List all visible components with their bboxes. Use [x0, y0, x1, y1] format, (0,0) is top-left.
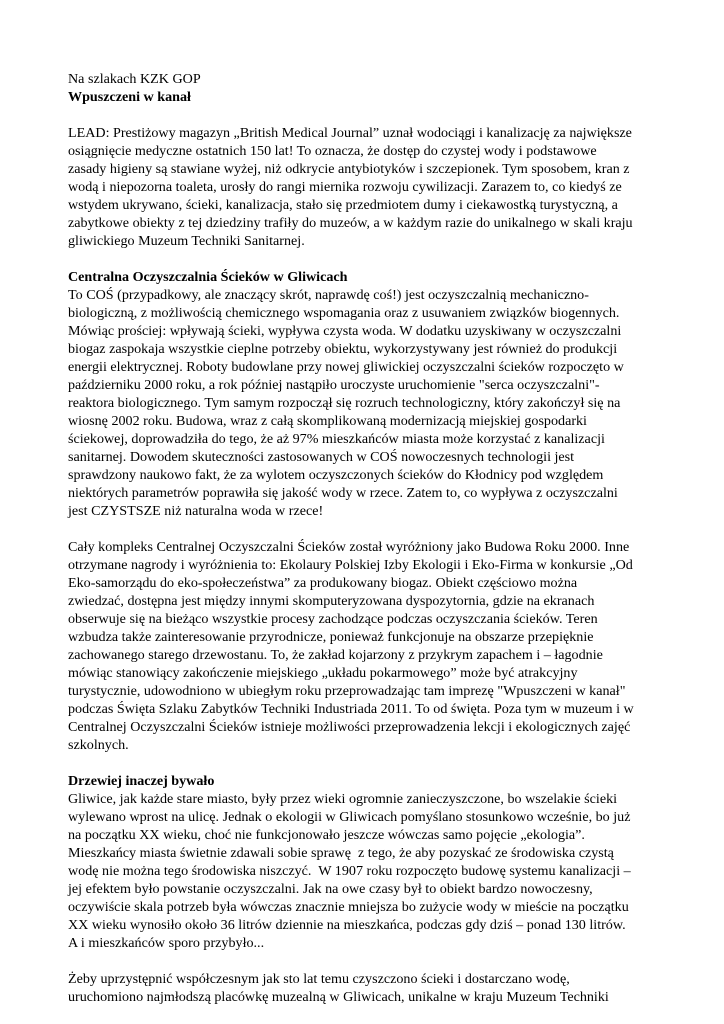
text-line: oczywiście skala potrzeb była wówczas znacznie mniejsza bo zużycie wody w mieście na początku — [68, 899, 629, 915]
text-line: zachowanego starego drzewostanu. To, że zakład kojarzony z przykrym zapachem i – łagodnie — [68, 647, 603, 663]
text-line: To COŚ (przypadkowy, ale znaczący skrót, naprawdę coś!) jest oczyszczalnią mechaniczno- — [68, 287, 589, 303]
text-line: Mówiąc prościej: wpływają ścieki, wypływa czysta woda. W dodatku uzyskiwany w oczyszczalni — [68, 323, 622, 339]
text-line: wiosnę 2002 roku. Budowa, wraz z całą skomplikowaną modernizacją miejskiej gospodarki — [68, 413, 587, 429]
text-line: Gliwice, jak każde stare miasto, były przez wieki ogromnie zanieczyszczone, bo wszelakie ścieki — [68, 791, 618, 807]
text-line: wodą i niepozorna toaleta, urosły do rangi miernika rozwoju cywilizacji. Zarazem to, co kiedyś ze — [68, 179, 622, 195]
text-line: gliwickiego Muzeum Techniki Sanitarnej. — [68, 233, 305, 249]
text-line: Eko-samorządu do eko-społeczeństwa” za produkowany biogaz. Obiekt częściowo można — [68, 575, 578, 591]
section-cos — [68, 268, 664, 520]
spacer — [68, 952, 664, 970]
series-name: Na szlakach KZK GOP — [68, 71, 201, 87]
text-line: mówiąc stanowiący zakończenie miejskiego „układu pokarmowego” może być atrakcyjny — [68, 665, 578, 681]
text-line: Mieszkańcy miasta świetnie zdawali sobie sprawę z tego, że aby pozyskać ze środowiska czystą — [68, 845, 614, 861]
museum-paragraph — [68, 970, 664, 1006]
text-line: Centralnej Oczyszczalni Ścieków istnieje możliwości przeprowadzenia lekcji i ekologicznych zajęć — [68, 719, 631, 735]
text-line: reaktora biologicznego. Tym samym rozpoczął się rozruch technologiczny, który zakończył się na — [68, 395, 621, 411]
spacer — [68, 106, 664, 124]
text-line: październiku 2000 roku, a rok później nastąpiło uroczyste uruchomienie "serca oczyszczalni"- — [68, 377, 600, 393]
text-line: osiągnięcie medyczne ostatnich 150 lat! To oznacza, że dostęp do czystej wody i podstawowe — [68, 143, 597, 159]
text-line: otrzymane nagrody i wyróżnienia to: Ekolaury Polskiej Izby Ekologii i Eko-Firma w konkursie „Od — [68, 557, 633, 573]
text-line: jej efektem było powstanie oczyszczalni. Jak na owe czasy był to obiekt bardzo nowoczesny, — [68, 881, 593, 897]
text-line: zwiedzać, dostępna jest między innymi skomputeryzowana dyspozytornia, gdzie na ekranach — [68, 593, 595, 609]
text-line: ściekowej, doprowadziła do tego, że aż 97% mieszkańców miasta może korzystać z kanalizacji — [68, 431, 605, 447]
text-line: zasady higieny są stawiane wyżej, niż odkrycie antybiotyków i szczepionek. Tym sposobem, kran z — [68, 161, 630, 177]
text-line: wstydem ukrywano, ścieki, kanalizacja, stało się przedmiotem dumy i ciekawostką turystyczną, a — [68, 197, 618, 213]
text-line: wzbudza także zainteresowanie przyrodnicze, ponieważ funkcjonuje na obszarze przepięknie — [68, 629, 594, 645]
text-line: jest CZYSTSZE niż naturalna woda w rzece! — [68, 503, 324, 519]
text-line: obserwuje się na bieżąco wszystkie procesy zachodzące podczas oczyszczania ścieków. Teren — [68, 611, 598, 627]
text-line: wylewano wprost na ulicę. Jednak o ekologii w Gliwicach pomyślano stosunkowo wcześnie, bo już — [68, 809, 631, 825]
text-line: podczas Święta Szlaku Zabytków Techniki Industriada 2011. To od święta. Poza tym w muzeum i w — [68, 701, 634, 717]
text-line: Cały kompleks Centralnej Oczyszczalni Ścieków został wyróżniony jako Budowa Roku 2000. Inne — [68, 539, 630, 555]
lead-paragraph — [68, 124, 664, 250]
text-line: na początku XX wieku, choć nie funkcjonowało jeszcze wówczas samo pojęcie „ekologia”. — [68, 827, 585, 843]
awards-paragraph — [68, 538, 664, 754]
text-line: zabytkowe obiekty z tej dziedziny trafiły do muzeów, a w każdym razie do unikalnego w skali kraju — [68, 215, 633, 231]
section-heading: Drzewiej inaczej bywało — [68, 773, 215, 789]
spacer — [68, 520, 664, 538]
text-line: niektórych parametrów poprawiła się jakość wody w rzece. Zatem to, co wypływa z oczyszczalni — [68, 485, 618, 501]
section-heading: Centralna Oczyszczalnia Ścieków w Gliwicach — [68, 269, 348, 285]
text-line: sprawdzony naukowo fakt, że za wylotem oczyszczonych ścieków do Kłodnicy pod względem — [68, 467, 604, 483]
text-line: szkolnych. — [68, 737, 129, 753]
spacer — [68, 250, 664, 268]
text-line: biogaz zaspokaja wszystkie cieplne potrzeby obiektu, wykorzystywany jest również do produkcji — [68, 341, 618, 357]
text-line: LEAD: Prestiżowy magazyn „British Medical Journal” uznał wodociągi i kanalizację za największe — [68, 125, 632, 141]
text-line: Żeby uprzystępnić współczesnym jak sto lat temu czyszczono ścieki i dostarczano wodę, — [68, 971, 570, 987]
text-line: A i mieszkańców sporo przybyło... — [68, 935, 265, 951]
text-line: turystycznie, udowodniono w ubiegłym roku przeprowadzając tam imprezę "Wpuszczeni w kanał" — [68, 683, 626, 699]
text-line: energii elektrycznej. Roboty budowlane przy nowej gliwickiej oczyszczalni ścieków rozpoczęto w — [68, 359, 624, 375]
text-line: XX wieku wynosiło około 36 litrów dziennie na mieszkańca, podczas gdy dziś – ponad 130 litrów. — [68, 917, 626, 933]
text-line: sanitarnej. Dowodem skuteczności zastosowanych w COŚ nowoczesnych technologii jest — [68, 449, 575, 465]
article-title: Wpuszczeni w kanał — [68, 89, 191, 105]
section-history — [68, 772, 664, 952]
spacer — [68, 754, 664, 772]
text-line: wodę nie można tego środowiska niszczyć. W 1907 roku rozpoczęto budowę systemu kanalizacji – — [68, 863, 631, 879]
text-line: biologiczną, z możliwością chemicznego wspomagania oraz z usuwaniem związków biogennych. — [68, 305, 620, 321]
text-line: uruchomiono najmłodszą placówkę muzealną w Gliwicach, unikalne w kraju Muzeum Techniki — [68, 989, 609, 1005]
